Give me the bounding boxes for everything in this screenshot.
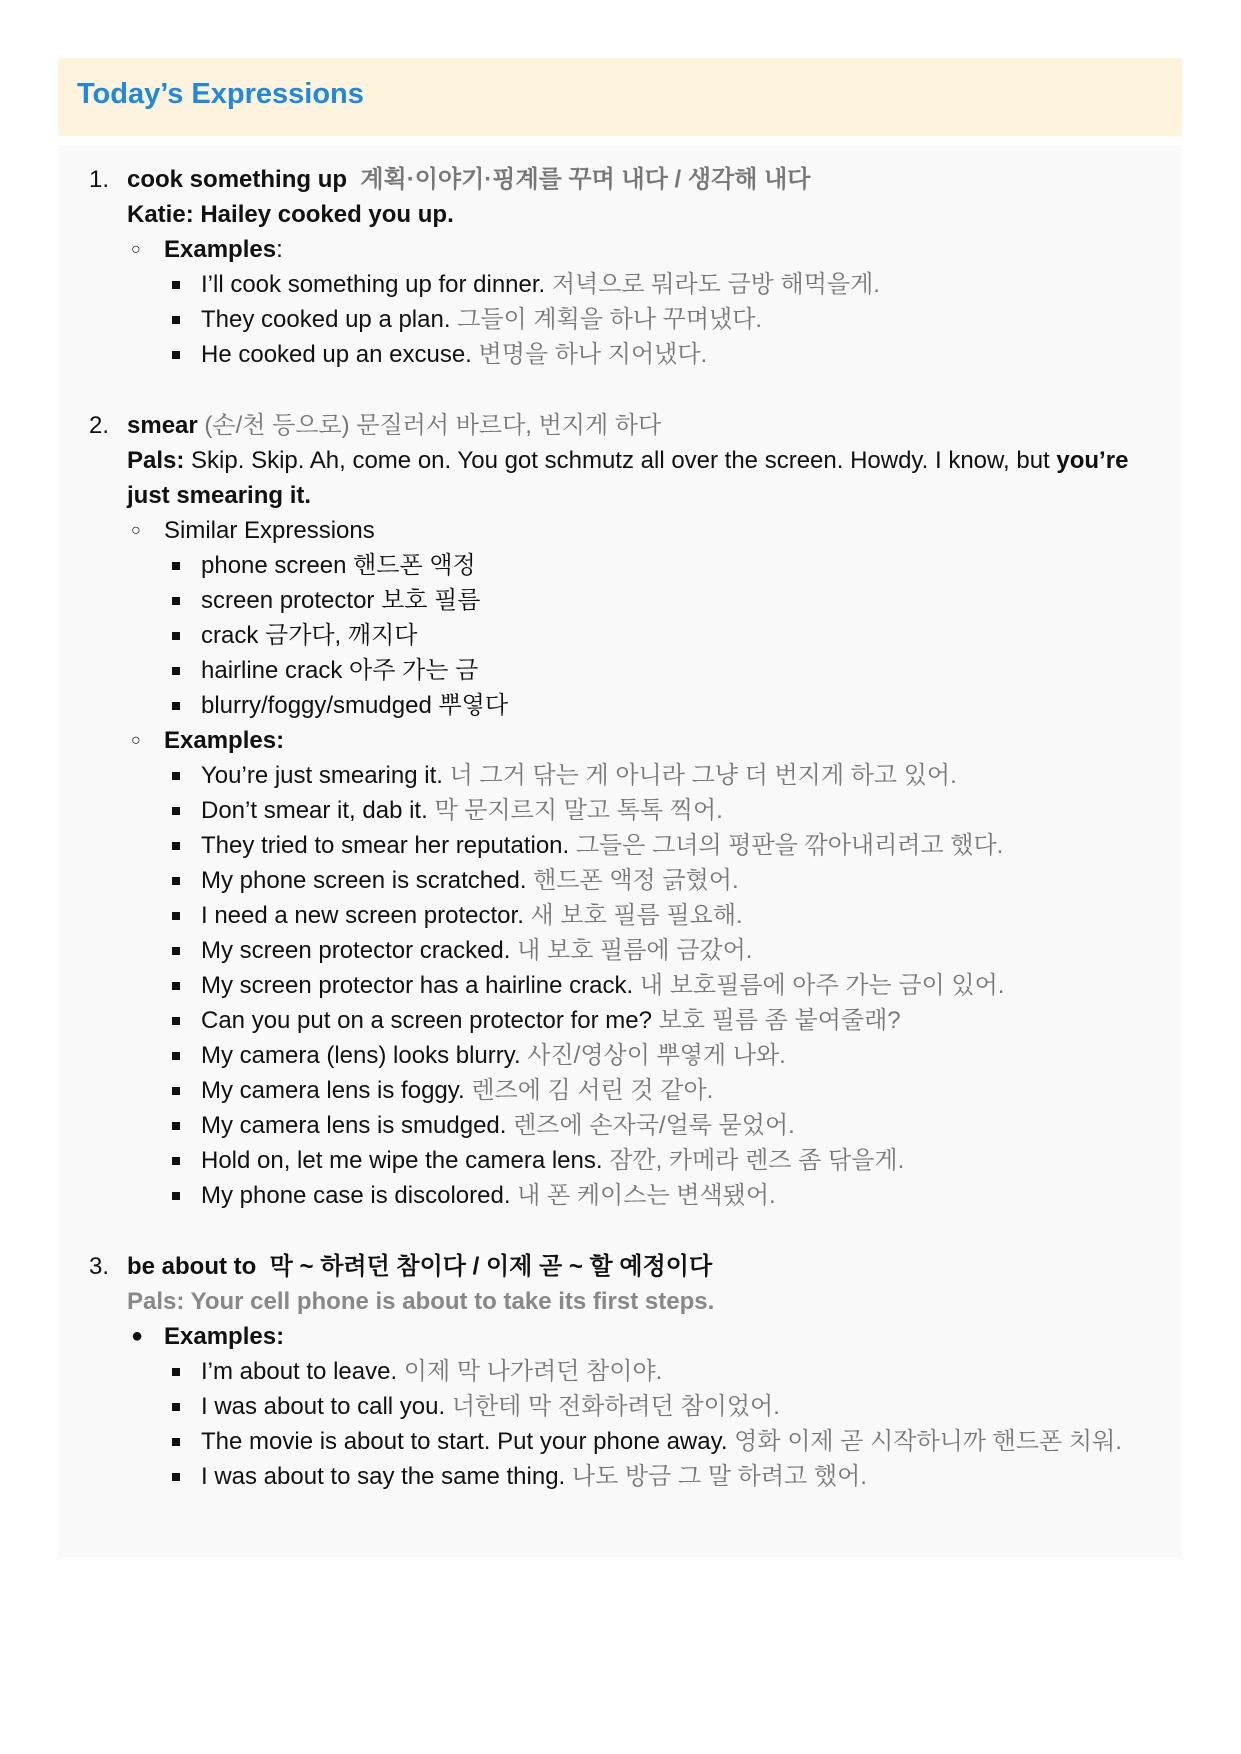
- square-bullet-icon: [172, 1438, 180, 1446]
- example-english: I’ll cook something up for dinner.: [201, 271, 546, 298]
- example-korean: 렌즈에 손자국/얼룩 묻었어.: [513, 1112, 795, 1139]
- circle-bullet-icon: ○: [131, 522, 141, 539]
- square-bullet-icon: [172, 842, 180, 850]
- similar-item: [58, 583, 1182, 618]
- square-bullet-icon: [172, 1052, 180, 1060]
- example-korean: 새 보호 필름 필요해.: [530, 902, 743, 929]
- square-bullet-icon: [172, 1087, 180, 1095]
- example-item: [58, 1003, 1182, 1038]
- example-english: They cooked up a plan.: [201, 306, 451, 333]
- circle-bullet-icon: ○: [131, 732, 141, 749]
- example-item: [58, 933, 1182, 968]
- example-korean: 그들이 계획을 하나 꾸며냈다.: [457, 306, 763, 333]
- expression-section-3: [58, 1249, 1182, 1494]
- square-bullet-icon: [172, 1473, 180, 1481]
- square-bullet-icon: [172, 807, 180, 815]
- example-korean: 너한테 막 전화하려던 참이었어.: [451, 1393, 780, 1420]
- header-banner: [58, 58, 1182, 136]
- example-item: [58, 758, 1182, 793]
- similar-item: [58, 548, 1182, 583]
- example-korean: 나도 방금 그 말 하려고 했어.: [571, 1463, 867, 1490]
- example-korean: 잠깐, 카메라 렌즈 좀 닦을게.: [609, 1147, 905, 1174]
- example-item: [58, 267, 1182, 302]
- square-bullet-icon: [172, 982, 180, 990]
- example-english: Hold on, let me wipe the camera lens.: [201, 1147, 603, 1174]
- example-english: He cooked up an excuse.: [201, 341, 472, 368]
- example-english: My camera lens is smudged.: [201, 1112, 514, 1139]
- example-english: My screen protector has a hairline crack.: [201, 972, 634, 999]
- quote-highlight: you’re just smearing it.: [127, 447, 1129, 509]
- expression-section-2: [58, 408, 1182, 1213]
- example-english: My phone case is discolored.: [201, 1182, 511, 1209]
- similar-text: crack 금가다, 깨지다: [201, 622, 418, 649]
- square-bullet-icon: [172, 772, 180, 780]
- example-english: Can you put on a screen protector for me?: [201, 1007, 652, 1034]
- expression-term: smear: [127, 412, 198, 439]
- similar-label: Similar Expressions: [164, 517, 375, 544]
- example-english: My screen protector cracked.: [201, 937, 511, 964]
- example-korean: 내 폰 케이스는 변색됐어.: [517, 1182, 776, 1209]
- circle-bullet-icon: ○: [131, 241, 141, 258]
- examples-list: [58, 267, 1182, 372]
- square-bullet-icon: [172, 912, 180, 920]
- example-korean: 내 보호필름에 아주 가는 금이 있어.: [639, 972, 1005, 999]
- similar-item: [58, 653, 1182, 688]
- example-korean: 핸드폰 액정 긁혔어.: [533, 867, 739, 894]
- example-korean: 너 그거 닦는 게 아니라 그냥 더 번지게 하고 있어.: [449, 762, 957, 789]
- example-korean: 렌즈에 김 서린 것 같아.: [471, 1077, 714, 1104]
- example-item: [58, 1143, 1182, 1178]
- square-bullet-icon: [172, 351, 180, 359]
- example-english: You’re just smearing it.: [201, 762, 443, 789]
- example-item: [58, 1389, 1182, 1424]
- square-bullet-icon: [172, 702, 180, 710]
- examples-label: Examples:: [164, 1323, 285, 1350]
- example-korean: 이제 막 나가려던 참이야.: [403, 1358, 663, 1385]
- colon: :: [276, 236, 283, 263]
- square-bullet-icon: [172, 597, 180, 605]
- expression-meaning: 계획·이야기·핑계를 꾸며 내다 / 생각해 내다: [360, 166, 811, 193]
- example-item: [58, 1108, 1182, 1143]
- similar-list: [58, 548, 1182, 723]
- example-item: [58, 1178, 1182, 1213]
- similar-text: screen protector 보호 필름: [201, 587, 481, 614]
- square-bullet-icon: [172, 667, 180, 675]
- examples-label: Examples:: [164, 727, 285, 754]
- example-english: My phone screen is scratched.: [201, 867, 534, 894]
- example-korean: 내 보호 필름에 금갔어.: [517, 937, 753, 964]
- example-item: [58, 863, 1182, 898]
- similar-item: [58, 618, 1182, 653]
- example-item: [58, 1073, 1182, 1108]
- similar-item: [58, 688, 1182, 723]
- example-item: [58, 828, 1182, 863]
- square-bullet-icon: [172, 281, 180, 289]
- example-item: [58, 898, 1182, 933]
- example-korean: 변명을 하나 지어냈다.: [478, 341, 708, 368]
- example-english: I’m about to leave.: [201, 1358, 404, 1385]
- example-korean: 보호 필름 좀 붙여줄래?: [658, 1007, 901, 1034]
- square-bullet-icon: [172, 1157, 180, 1165]
- similar-text: blurry/foggy/smudged 뿌옇다: [201, 692, 509, 719]
- example-english: I was about to call you.: [201, 1393, 446, 1420]
- square-bullet-icon: [172, 1368, 180, 1376]
- content-panel: [58, 145, 1182, 1558]
- similar-text: hairline crack 아주 가는 금: [201, 657, 479, 684]
- square-bullet-icon: [172, 947, 180, 955]
- quote: [58, 443, 1182, 513]
- expression-meaning: 막 ~ 하려던 참이다 / 이제 곧 ~ 할 예정이다: [269, 1253, 713, 1280]
- disc-bullet-icon: ●: [131, 1325, 144, 1347]
- square-bullet-icon: [172, 1192, 180, 1200]
- quote-text: Skip. Skip. Ah, come on. You got schmutz all over the screen. Howdy. I know, but: [184, 447, 1057, 474]
- example-item: [58, 1038, 1182, 1073]
- square-bullet-icon: [172, 877, 180, 885]
- page-title: Today’s Expressions: [77, 78, 364, 110]
- square-bullet-icon: [172, 316, 180, 324]
- example-english: The movie is about to start. Put your phone away.: [201, 1428, 728, 1455]
- example-item: [58, 793, 1182, 828]
- example-english: My camera lens is foggy.: [201, 1077, 472, 1104]
- quote: Katie: Hailey cooked you up.: [127, 201, 454, 228]
- example-korean: 막 문지르지 말고 톡톡 찍어.: [434, 797, 723, 824]
- example-item: [58, 302, 1182, 337]
- example-english: Don’t smear it, dab it.: [201, 797, 428, 824]
- example-korean: 영화 이제 곧 시작하니까 핸드폰 치워.: [734, 1428, 1122, 1455]
- example-korean: 저녁으로 뭐라도 금방 해먹을게.: [551, 271, 880, 298]
- expression-meaning: (손/천 등으로) 문질러서 바르다, 번지게 하다: [204, 412, 662, 439]
- expression-term: be about to: [127, 1253, 257, 1280]
- square-bullet-icon: [172, 1122, 180, 1130]
- square-bullet-icon: [172, 1403, 180, 1411]
- examples-list: [58, 758, 1182, 1213]
- examples-label: Examples: [164, 236, 277, 263]
- example-english: I need a new screen protector.: [201, 902, 524, 929]
- quote-speaker: Pals:: [127, 447, 185, 474]
- example-korean: 그들은 그녀의 평판을 깎아내리려고 했다.: [575, 832, 1004, 859]
- example-item: [58, 1354, 1182, 1389]
- list-number: 2.: [89, 412, 110, 439]
- square-bullet-icon: [172, 562, 180, 570]
- example-english: My camera (lens) looks blurry.: [201, 1042, 528, 1069]
- example-english: They tried to smear her reputation.: [201, 832, 570, 859]
- example-item: [58, 1424, 1182, 1459]
- example-korean: 사진/영상이 뿌옇게 나와.: [527, 1042, 786, 1069]
- similar-text: phone screen 핸드폰 액정: [201, 552, 476, 579]
- list-number: 3.: [89, 1253, 110, 1280]
- quote: Pals: Your cell phone is about to take its first steps.: [127, 1288, 715, 1315]
- expression-term: cook something up: [127, 166, 348, 193]
- list-number: 1.: [89, 166, 110, 193]
- square-bullet-icon: [172, 1017, 180, 1025]
- examples-list: [58, 1354, 1182, 1494]
- square-bullet-icon: [172, 632, 180, 640]
- expression-section-1: [58, 162, 1182, 372]
- example-item: [58, 968, 1182, 1003]
- example-english: I was about to say the same thing.: [201, 1463, 566, 1490]
- example-item: [58, 1459, 1182, 1494]
- example-item: [58, 337, 1182, 372]
